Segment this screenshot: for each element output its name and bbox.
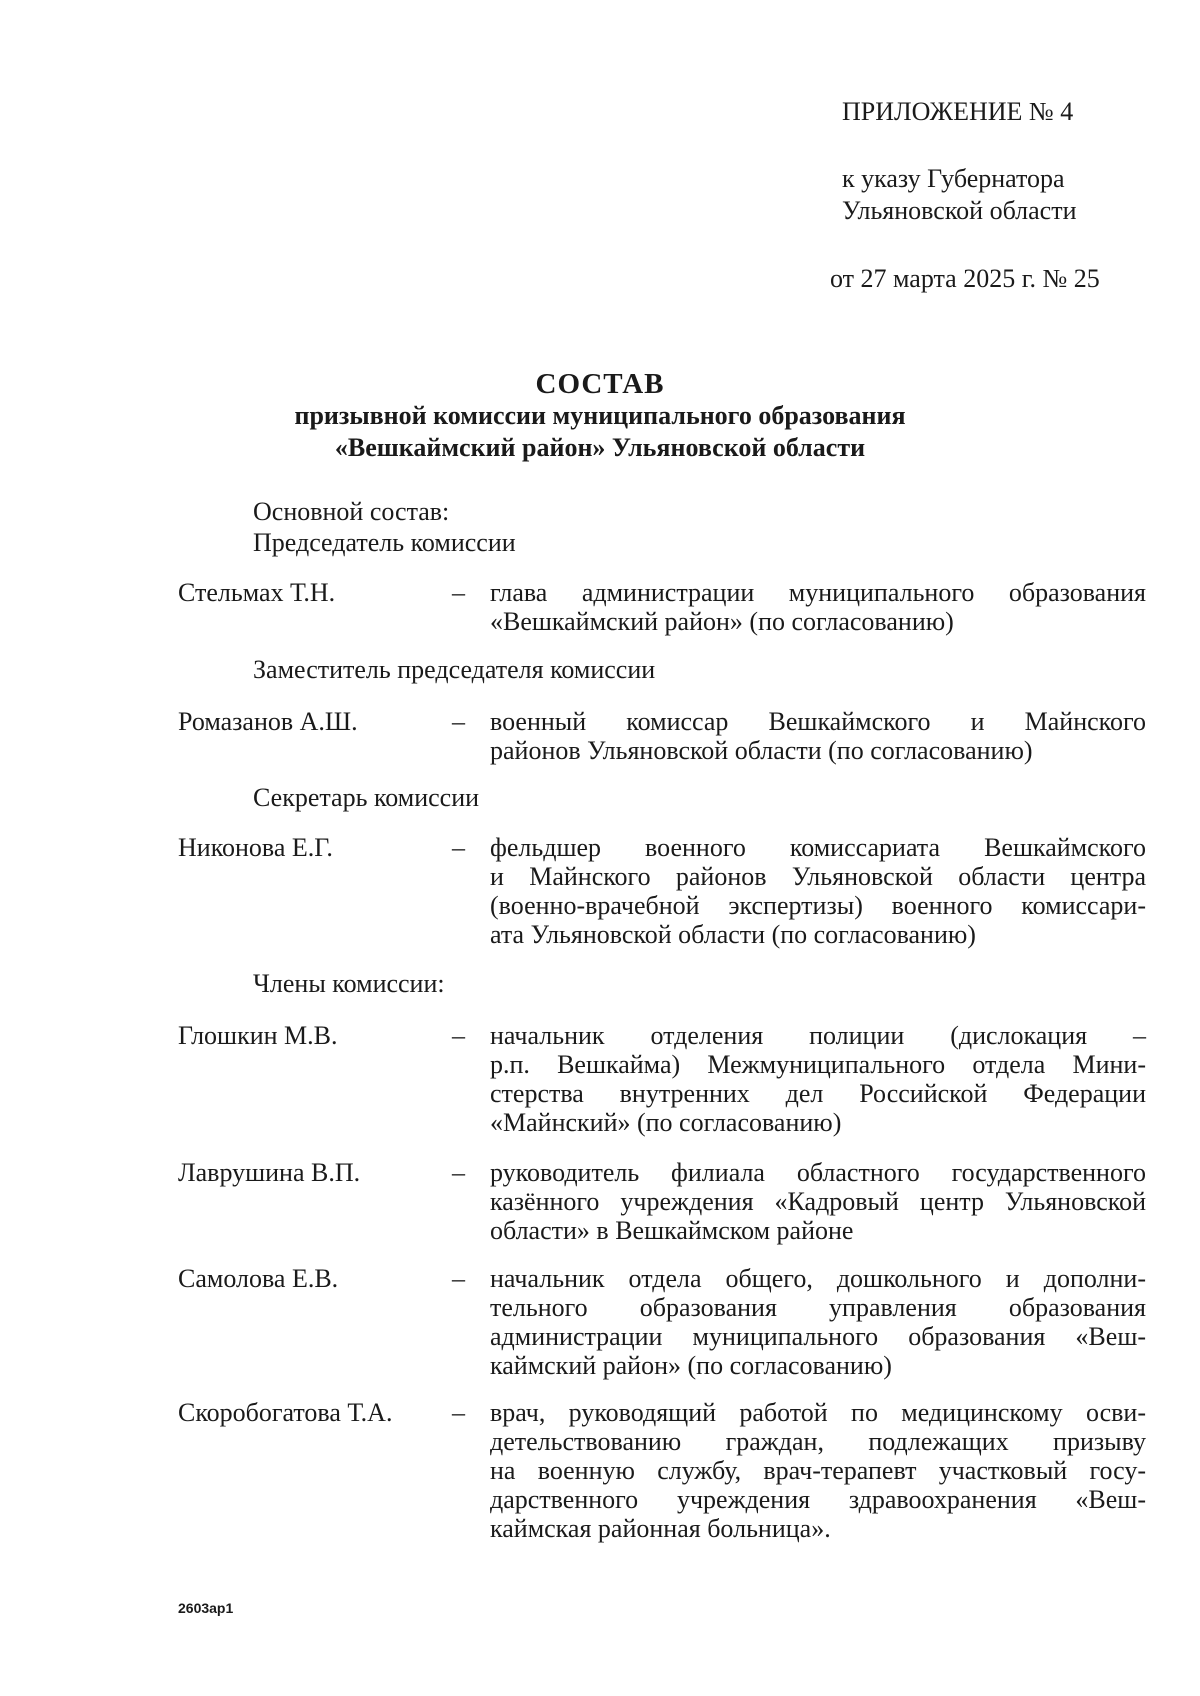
member-role bbox=[490, 1398, 1146, 1543]
member-dash: – bbox=[452, 1398, 465, 1427]
role-line: начальник отделения полиции (дислокация – bbox=[490, 1021, 1146, 1050]
member-role bbox=[490, 833, 1146, 949]
member-dash: – bbox=[452, 833, 465, 862]
section-chairman: Председатель комиссии bbox=[253, 528, 516, 557]
member-name: Никонова Е.Г. bbox=[178, 833, 333, 862]
member-role bbox=[490, 707, 1146, 765]
role-line: глава администрации муниципального образования bbox=[490, 578, 1146, 607]
member-name: Глошкин М.В. bbox=[178, 1021, 338, 1050]
member-dash: – bbox=[452, 1158, 465, 1187]
member-name: Стельмах Т.Н. bbox=[178, 578, 336, 607]
document-code: 2603ap1 bbox=[178, 1600, 234, 1616]
member-role bbox=[490, 1158, 1146, 1245]
member-name: Ромазанов А.Ш. bbox=[178, 707, 358, 736]
role-line: и Майнского районов Ульяновской области центра bbox=[490, 862, 1146, 891]
role-line: начальник отдела общего, дошкольного и дополни- bbox=[490, 1264, 1146, 1293]
section-secretary: Секретарь комиссии bbox=[253, 783, 480, 812]
role-line: казённого учреждения «Кадровый центр Ульяновской bbox=[490, 1187, 1146, 1216]
role-line: стерства внутренних дел Российской Федерации bbox=[490, 1079, 1146, 1108]
role-line: «Вешкаймский район» (по согласованию) bbox=[490, 607, 954, 636]
title-line2: призывной комиссии муниципального образования bbox=[294, 401, 906, 430]
member-role bbox=[490, 1021, 1146, 1137]
role-line: врач, руководящий работой по медицинскому осви- bbox=[490, 1398, 1146, 1427]
role-line: военный комиссар Вешкаймского и Майнского bbox=[490, 707, 1146, 736]
decree-ref-line2: Ульяновской области bbox=[842, 196, 1077, 225]
role-line: области» в Вешкаймском районе bbox=[490, 1216, 854, 1245]
role-line: р.п. Вешкайма) Межмуниципального отдела Мини- bbox=[490, 1050, 1146, 1079]
title-main: СОСТАВ bbox=[535, 368, 665, 400]
role-line: на военную службу, врач-терапевт участковый госу- bbox=[490, 1456, 1146, 1485]
member-dash: – bbox=[452, 578, 465, 607]
role-line: фельдшер военного комиссариата Вешкаймского bbox=[490, 833, 1146, 862]
role-line: тельного образования управления образования bbox=[490, 1293, 1146, 1322]
role-line: районов Ульяновской области (по согласованию) bbox=[490, 736, 1033, 765]
member-name: Самолова Е.В. bbox=[178, 1264, 339, 1293]
member-name: Лаврушина В.П. bbox=[178, 1158, 361, 1187]
member-role bbox=[490, 578, 1146, 636]
role-line: администрации муниципального образования «Веш- bbox=[490, 1322, 1146, 1351]
document-title bbox=[0, 368, 1200, 464]
role-line: ата Ульяновской области (по согласованию) bbox=[490, 920, 976, 949]
member-dash: – bbox=[452, 707, 465, 736]
section-deputy: Заместитель председателя комиссии bbox=[253, 655, 656, 684]
member-dash: – bbox=[452, 1021, 465, 1050]
section-members: Члены комиссии: bbox=[253, 969, 445, 998]
section-main-composition: Основной состав: bbox=[253, 497, 450, 526]
member-dash: – bbox=[452, 1264, 465, 1293]
decree-ref-line1: к указу Губернатора bbox=[842, 164, 1065, 193]
role-line: руководитель филиала областного государственного bbox=[490, 1158, 1146, 1187]
role-line: каймский район» (по согласованию) bbox=[490, 1351, 892, 1380]
decree-date: от 27 марта 2025 г. № 25 bbox=[830, 264, 1100, 293]
role-line: каймская районная больница». bbox=[490, 1514, 831, 1543]
role-line: детельствованию граждан, подлежащих призыву bbox=[490, 1427, 1146, 1456]
title-line3: «Вешкаймский район» Ульяновской области bbox=[334, 433, 866, 462]
member-name: Скоробогатова Т.А. bbox=[178, 1398, 393, 1427]
member-role bbox=[490, 1264, 1146, 1380]
role-line: (военно-врачебной экспертизы) военного комиссари- bbox=[490, 891, 1146, 920]
role-line: дарственного учреждения здравоохранения «Веш- bbox=[490, 1485, 1146, 1514]
appendix-title: ПРИЛОЖЕНИЕ № 4 bbox=[842, 97, 1074, 126]
decree-reference bbox=[842, 163, 1172, 227]
role-line: «Майнский» (по согласованию) bbox=[490, 1108, 842, 1137]
